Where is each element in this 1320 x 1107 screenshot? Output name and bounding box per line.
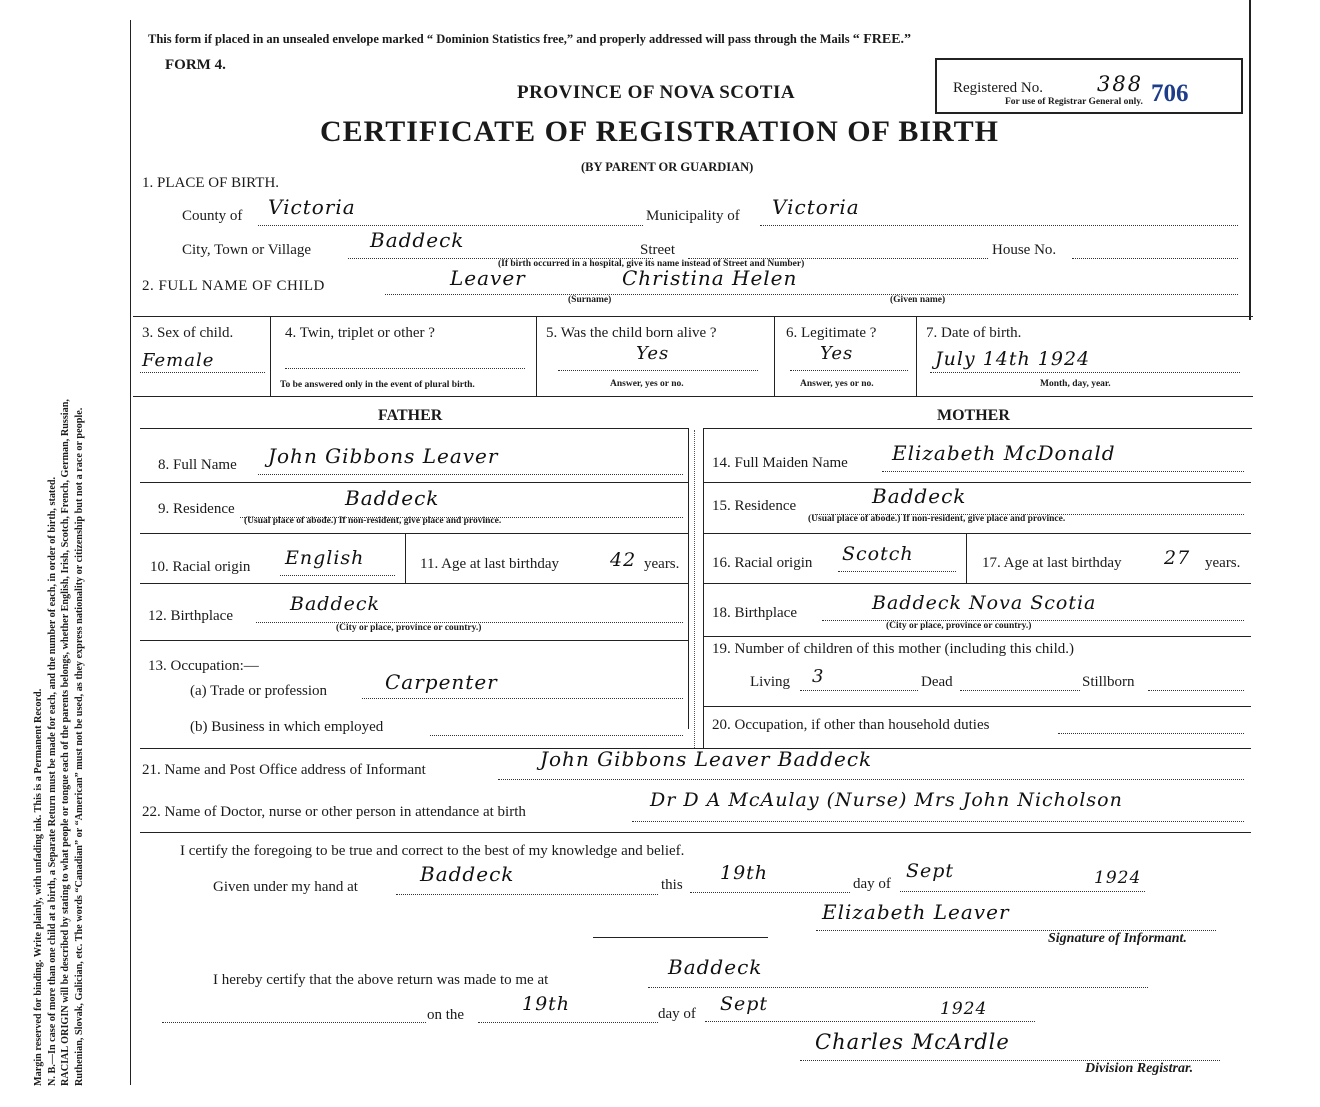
city-value: Baddeck (370, 228, 465, 252)
living-label: Living (750, 674, 790, 690)
registrar-signature-caption: Division Registrar. (1085, 1061, 1194, 1076)
surname-caption: (Surname) (568, 295, 612, 305)
twin-label: 4. Twin, triplet or other ? (285, 325, 435, 341)
mother-birthplace-value: Baddeck Nova Scotia (872, 592, 1097, 614)
page-subtitle: (BY PARENT OR GUARDIAN) (581, 160, 754, 174)
father-race-value: English (285, 547, 365, 569)
page-title: CERTIFICATE OF REGISTRATION OF BIRTH (320, 115, 999, 148)
given-day-value: 19th (720, 862, 769, 884)
dead-label: Dead (921, 674, 953, 690)
given-year-value: 1924 (1094, 868, 1142, 888)
house-label: House No. (992, 242, 1057, 258)
mother-age-value: 27 (1164, 547, 1191, 569)
legit-value: Yes (820, 343, 854, 364)
given-place-value: Baddeck (420, 862, 515, 886)
margin-note-1: Margin reserved for binding. Write plainly, with unfading ink. This is a Permanent Record. (33, 688, 44, 1086)
alive-label: 5. Was the child born alive ? (546, 325, 717, 341)
living-value: 3 (812, 666, 825, 687)
given-dayof-label: day of (853, 876, 891, 892)
registrar-place-value: Baddeck (668, 955, 763, 979)
mother-name-label: 14. Full Maiden Name (712, 455, 848, 471)
province-heading: PROVINCE OF NOVA SCOTIA (517, 82, 796, 103)
father-residence-caption: (Usual place of abode.) If non-resident, give place and province. (244, 516, 502, 526)
mother-race-label: 16. Racial origin (712, 555, 813, 571)
father-name-label: 8. Full Name (158, 457, 237, 473)
father-heading: FATHER (378, 407, 443, 424)
mother-name-value: Elizabeth McDonald (892, 441, 1116, 465)
registrar-year-value: 1924 (940, 999, 988, 1019)
mother-birthplace-caption: (City or place, province or country.) (886, 621, 1032, 631)
father-occupation-label: 13. Occupation:— (148, 658, 259, 674)
doctor-label: 22. Name of Doctor, nurse or other person in attendance at birth (142, 804, 526, 820)
given-under-label: Given under my hand at (213, 879, 358, 895)
alive-caption: Answer, yes or no. (610, 379, 684, 389)
mother-residence-caption: (Usual place of abode.) If non-resident, give place and province. (808, 514, 1066, 524)
mail-note: This form if placed in an unsealed envelope marked “ Dominion Statistics free,” and properly addressed will pass through the Mails “ FREE.” (148, 32, 912, 47)
margin-note-3: RACIAL ORIGIN will be described by stating to what people or tongue each of the parents belongs, whether English, Irish, Scotch, French, German, Russian, (60, 399, 72, 1086)
sex-value: Female (142, 350, 215, 371)
mother-residence-value: Baddeck (872, 484, 967, 508)
father-business-label: (b) Business in which employed (190, 719, 384, 735)
registrar-statement: I hereby certify that the above return was made to me at (213, 972, 549, 988)
mother-age-unit: years. (1205, 555, 1241, 571)
margin-notes (32, 76, 114, 1086)
alive-value: Yes (636, 343, 670, 364)
mother-box (703, 428, 1252, 749)
mother-heading: MOTHER (937, 407, 1010, 424)
given-caption: (Given name) (890, 295, 946, 305)
registrar-month-value: Sept (720, 993, 769, 1015)
twin-note: To be answered only in the event of plural birth. (280, 380, 475, 390)
informant-label: 21. Name and Post Office address of Informant (142, 762, 426, 778)
legit-caption: Answer, yes or no. (800, 379, 874, 389)
mother-occupation-label: 20. Occupation, if other than household duties (712, 717, 990, 733)
registered-number: 388 (1097, 72, 1144, 96)
registration-box (935, 58, 1243, 114)
doctor-value: Dr D A McAulay (Nurse) Mrs John Nicholson (650, 789, 1123, 811)
mother-age-label: 17. Age at last birthday (982, 555, 1122, 571)
dob-caption: Month, day, year. (1040, 379, 1111, 389)
mother-race-value: Scotch (842, 543, 914, 565)
registrar-dayof-label: day of (658, 1006, 696, 1022)
hospital-note: (If birth occurred in a hospital, give its name instead of Street and Number) (498, 259, 805, 269)
father-trade-label: (a) Trade or profession (190, 683, 328, 699)
mother-residence-label: 15. Residence (712, 498, 797, 514)
mother-children-label: 19. Number of children of this mother (including this child.) (712, 641, 1075, 657)
registered-stamp: 706 (1151, 80, 1189, 107)
county-label: County of (182, 208, 243, 224)
sex-label: 3. Sex of child. (142, 325, 234, 341)
place-heading: 1. PLACE OF BIRTH. (142, 175, 280, 191)
informant-signature-caption: Signature of Informant. (1048, 931, 1187, 946)
stillborn-label: Stillborn (1082, 674, 1135, 690)
registered-label: Registered No. (953, 80, 1043, 96)
legit-label: 6. Legitimate ? (786, 325, 877, 341)
street-label: Street (640, 242, 675, 258)
certify-statement: I certify the foregoing to be true and correct to the best of my knowledge and belief. (180, 843, 685, 859)
dob-value: July 14th 1924 (935, 348, 1091, 370)
registrar-day-value: 19th (522, 993, 571, 1015)
registrar-on-label: on the (427, 1007, 465, 1023)
informant-value: John Gibbons Leaver Baddeck (540, 747, 873, 771)
father-birthplace-label: 12. Birthplace (148, 608, 233, 624)
father-birthplace-value: Baddeck (290, 593, 381, 615)
city-label: City, Town or Village (182, 242, 312, 258)
father-age-value: 42 (610, 549, 637, 571)
margin-note-2: N. B.—In case of more than one child at a birth, a Separate Return must be made for each, and the number of each, in order of birth, stated. (46, 476, 58, 1086)
father-birthplace-caption: (City or place, province or country.) (336, 623, 482, 633)
municipality-label: Municipality of (646, 208, 740, 224)
county-value: Victoria (268, 195, 356, 219)
father-age-label: 11. Age at last birthday (420, 556, 559, 572)
right-edge-rule (1249, 0, 1251, 320)
child-name-label: 2. FULL NAME OF CHILD (142, 278, 325, 294)
informant-signature: Elizabeth Leaver (822, 900, 1010, 924)
municipality-value: Victoria (772, 195, 860, 219)
registrar-use-note: For use of Registrar General only. (1005, 97, 1143, 107)
father-name-value: John Gibbons Leaver (268, 444, 499, 468)
dob-label: 7. Date of birth. (926, 325, 1022, 341)
mother-birthplace-label: 18. Birthplace (712, 605, 797, 621)
margin-note-4: Ruthenian, Slovak, Galician, etc. The words “Canadian” or “American” must not be used, as they express nationality or citizenship but not a race or people. (73, 407, 85, 1086)
margin-rule (130, 20, 131, 1085)
registrar-signature: Charles McArdle (815, 1030, 1010, 1054)
father-race-label: 10. Racial origin (150, 559, 251, 575)
father-trade-value: Carpenter (385, 670, 498, 694)
given-month-value: Sept (906, 860, 955, 882)
father-residence-value: Baddeck (345, 486, 440, 510)
father-residence-label: 9. Residence (158, 501, 235, 517)
child-given-value: Christina Helen (622, 266, 798, 290)
form-number: FORM 4. (165, 57, 226, 73)
father-age-unit: years. (644, 556, 680, 572)
this-label: this (661, 877, 683, 893)
child-surname-value: Leaver (450, 266, 526, 290)
